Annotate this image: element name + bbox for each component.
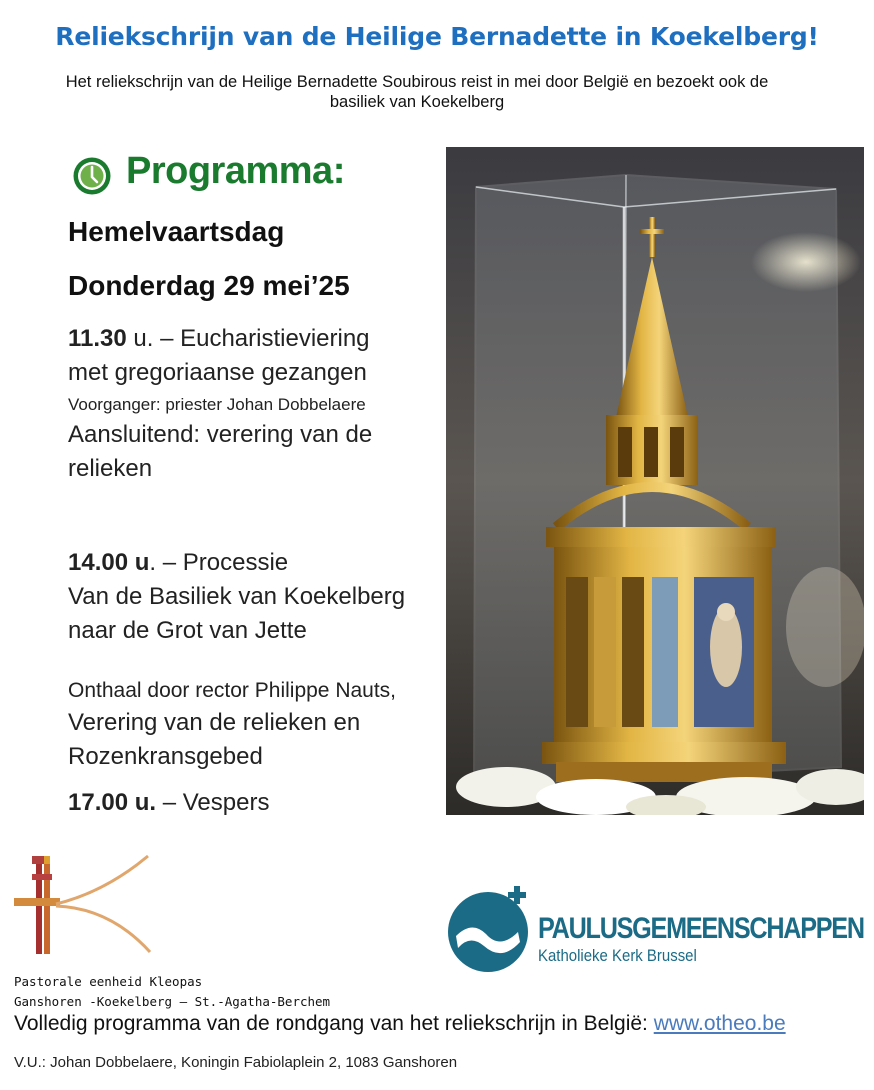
publisher-line: V.U.: Johan Dobbelaere, Koningin Fabiolaplein 2, 1083 Ganshoren xyxy=(14,1054,458,1071)
item-line: Verering van de relieken en xyxy=(68,709,361,736)
program-date: Donderdag 29 mei’25 xyxy=(68,270,350,301)
kleopas-line: Ganshoren -Koekelberg – St.-Agatha-Berchem xyxy=(14,994,331,1009)
program-item-1130 xyxy=(68,322,370,356)
clock-icon xyxy=(72,156,112,196)
item-title: – Vespers xyxy=(156,789,270,816)
paulus-subtitle: Katholieke Kerk Brussel xyxy=(538,946,697,965)
item-line: naar de Grot van Jette xyxy=(68,617,307,644)
kleopas-logo xyxy=(10,852,160,956)
item-line: relieken xyxy=(68,455,153,482)
item-note: Voorganger: priester Johan Dobbelaere xyxy=(68,395,366,414)
footer-program-line xyxy=(14,1012,786,1036)
item-line: Rozenkransgebed xyxy=(68,743,263,770)
item-line: Aansluitend: verering van de xyxy=(68,421,373,448)
item-title: u. – Eucharistieviering xyxy=(126,325,370,352)
item-line: Onthaal door rector Philippe Nauts, xyxy=(68,679,397,702)
item-time: 14.00 u xyxy=(68,549,150,576)
paulus-name: PAULUSGEMEENSCHAPPEN xyxy=(538,912,864,945)
item-line: met gregoriaanse gezangen xyxy=(68,359,367,386)
otheo-link[interactable]: www.otheo.be xyxy=(653,1012,786,1035)
page-title: Reliekschrijn van de Heilige Bernadette in Koekelberg! xyxy=(55,22,819,51)
program-heading: Programma: xyxy=(126,150,345,192)
program-item-1700 xyxy=(68,786,269,820)
reliquary-photo xyxy=(446,147,864,815)
paulusgemeenschappen-logo xyxy=(446,884,534,976)
program-item-1400 xyxy=(68,546,288,580)
intro-text: Het reliekschrijn van de Heilige Bernadette Soubirous reist in mei door België en bezoekt ook de basiliek van Koekelberg xyxy=(65,73,769,111)
item-line: Van de Basiliek van Koekelberg xyxy=(68,583,406,610)
item-time: 11.30 xyxy=(68,325,127,352)
item-title: . – Processie xyxy=(149,549,289,576)
footer-text: Volledig programma van de rondgang van het reliekschrijn in België: xyxy=(14,1012,654,1035)
kleopas-line: Pastorale eenheid Kleopas xyxy=(14,974,203,989)
program-day: Hemelvaartsdag xyxy=(68,216,285,247)
item-time: 17.00 u. xyxy=(68,789,157,816)
kleopas-caption xyxy=(14,972,330,1012)
